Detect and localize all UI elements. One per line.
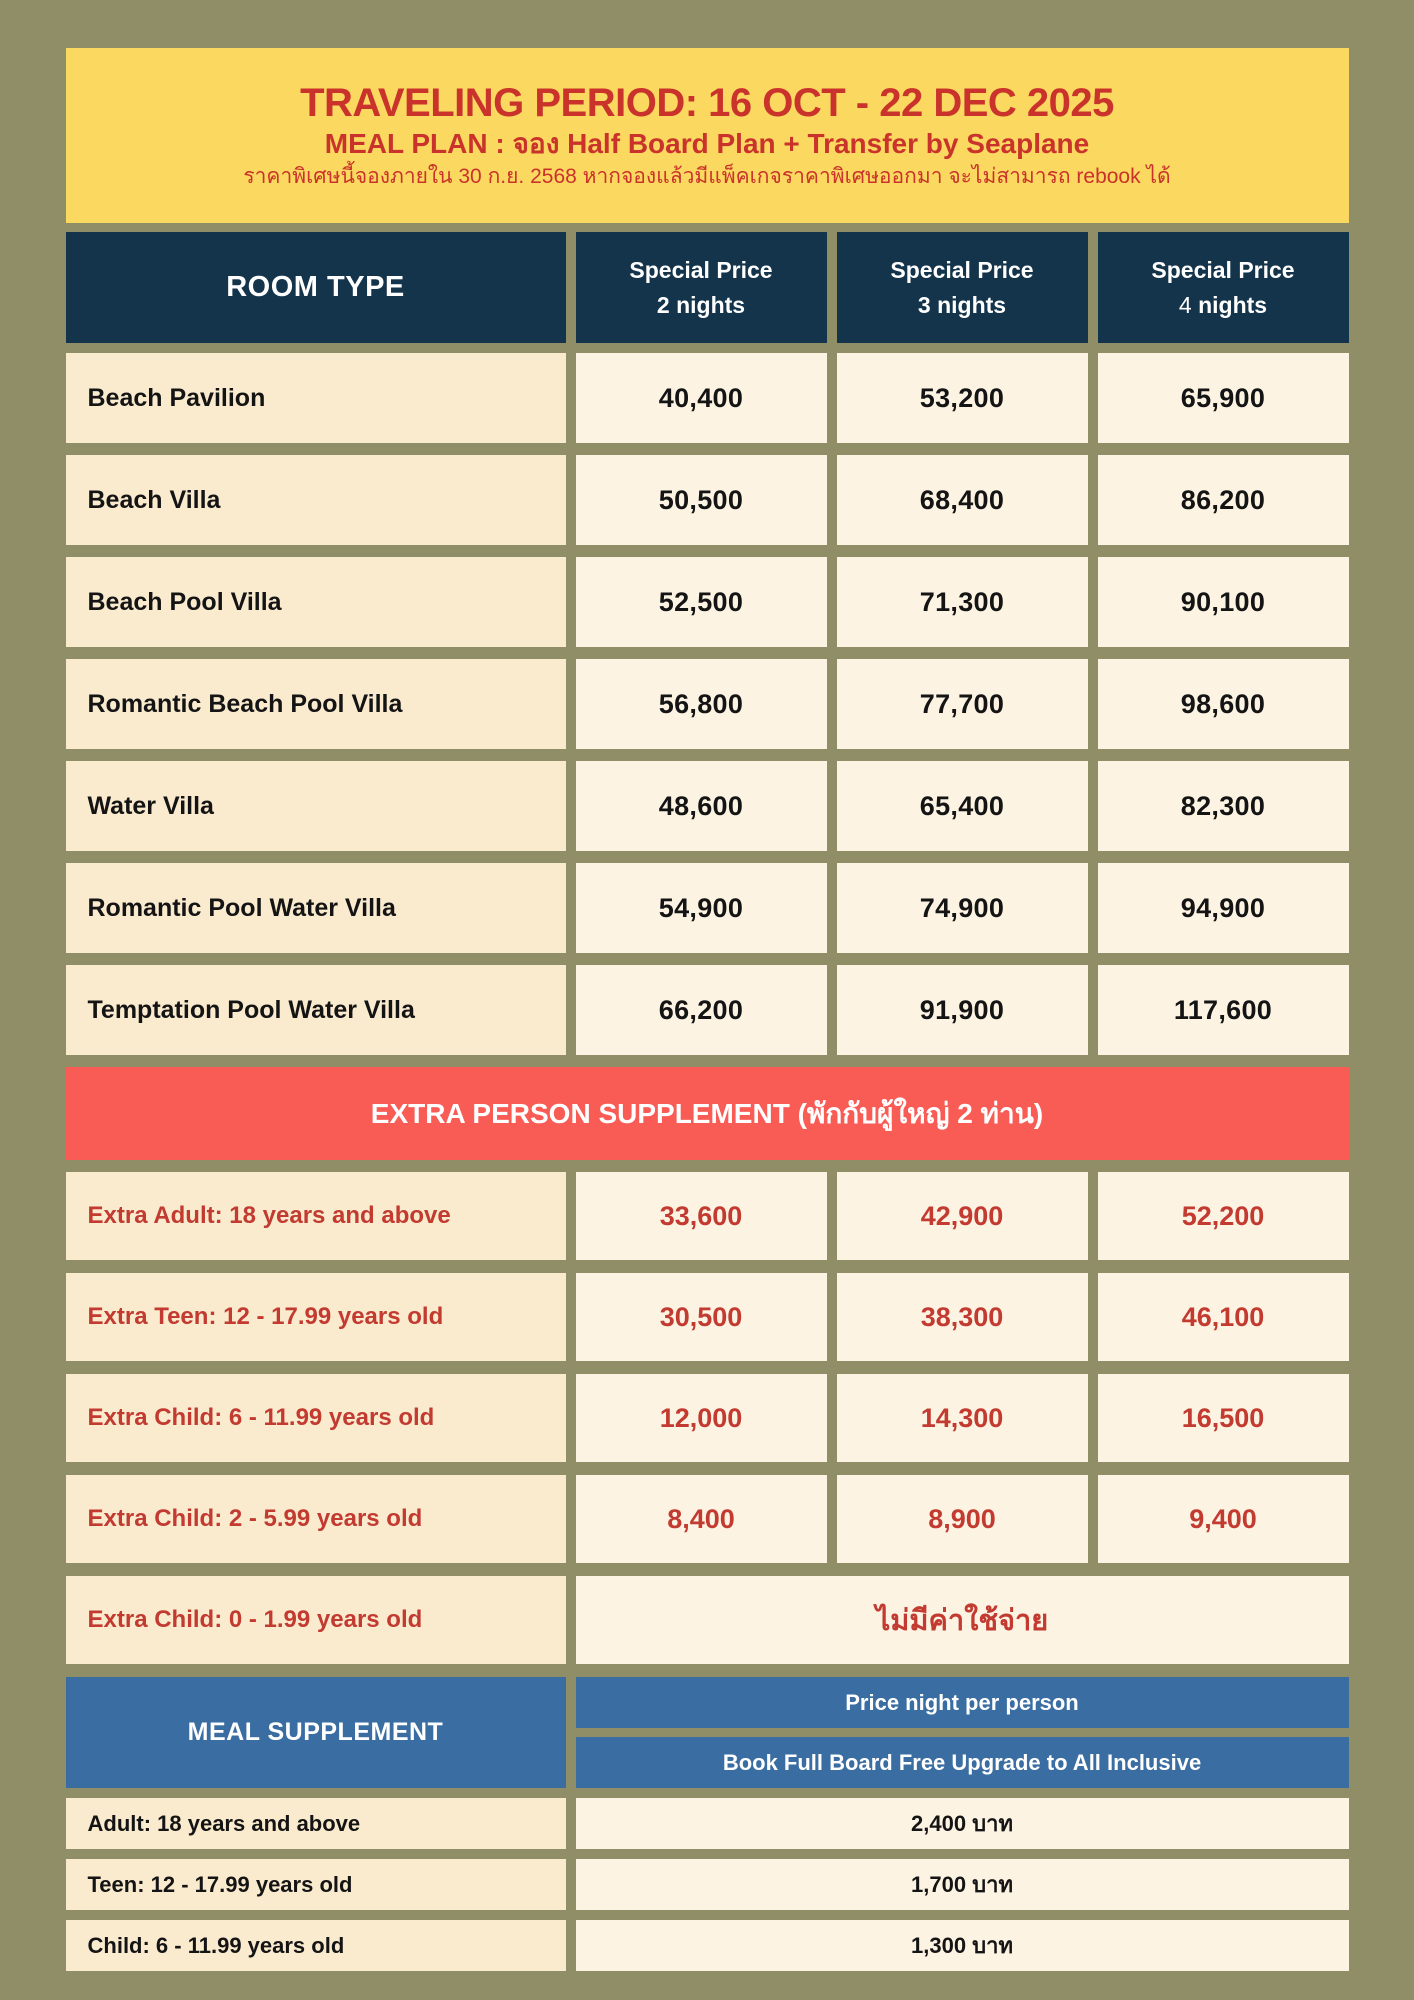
meal-supplement-row bbox=[66, 1798, 1349, 1849]
col-header-nights: 3 nights bbox=[917, 291, 1007, 318]
extra-price-4n: 16,500 bbox=[1098, 1374, 1349, 1462]
extra-person-label: Extra Child: 0 - 1.99 years old bbox=[66, 1576, 566, 1664]
room-price-4n: 65,900 bbox=[1098, 353, 1349, 443]
meal-supplement-subheaders bbox=[576, 1677, 1349, 1788]
room-price-2n: 48,600 bbox=[576, 761, 827, 851]
room-name: Beach Villa bbox=[66, 455, 566, 545]
meal-row-label: Adult: 18 years and above bbox=[66, 1798, 566, 1849]
room-row bbox=[66, 455, 1349, 545]
room-price-2n: 66,200 bbox=[576, 965, 827, 1055]
meal-row-label: Teen: 12 - 17.99 years old bbox=[66, 1859, 566, 1910]
extra-price-3n: 42,900 bbox=[837, 1172, 1088, 1260]
extra-price-3n: 38,300 bbox=[837, 1273, 1088, 1361]
extra-price-4n: 52,200 bbox=[1098, 1172, 1349, 1260]
no-charge-value: ไม่มีค่าใช้จ่าย bbox=[576, 1576, 1349, 1664]
extra-person-row bbox=[66, 1475, 1349, 1563]
price-table-header-row bbox=[66, 232, 1349, 343]
col-header-nights: 2 nights bbox=[656, 291, 746, 318]
meal-supplement-row bbox=[66, 1859, 1349, 1910]
extra-person-free-row bbox=[66, 1576, 1349, 1664]
room-price-3n: 74,900 bbox=[837, 863, 1088, 953]
room-name: Romantic Beach Pool Villa bbox=[66, 659, 566, 749]
col-header-title: Special Price bbox=[629, 257, 773, 283]
col-header-title: Special Price bbox=[1151, 257, 1295, 283]
room-name: Romantic Pool Water Villa bbox=[66, 863, 566, 953]
col-header-3-nights bbox=[837, 232, 1088, 343]
room-price-3n: 91,900 bbox=[837, 965, 1088, 1055]
room-name: Water Villa bbox=[66, 761, 566, 851]
col-header-nights: 4 nights bbox=[1178, 291, 1268, 318]
extra-price-3n: 14,300 bbox=[837, 1374, 1088, 1462]
extra-person-label: Extra Child: 2 - 5.99 years old bbox=[66, 1475, 566, 1563]
room-price-3n: 68,400 bbox=[837, 455, 1088, 545]
room-price-3n: 77,700 bbox=[837, 659, 1088, 749]
room-row bbox=[66, 965, 1349, 1055]
meal-row-price: 2,400 บาท bbox=[576, 1798, 1349, 1849]
extra-price-2n: 8,400 bbox=[576, 1475, 827, 1563]
room-price-2n: 54,900 bbox=[576, 863, 827, 953]
room-price-2n: 40,400 bbox=[576, 353, 827, 443]
full-board-upgrade-note: Book Full Board Free Upgrade to All Inclusive bbox=[576, 1737, 1349, 1788]
col-header-4-nights bbox=[1098, 232, 1349, 343]
extra-person-label: Extra Teen: 12 - 17.99 years old bbox=[66, 1273, 566, 1361]
col-header-2-nights bbox=[576, 232, 827, 343]
promo-header bbox=[66, 48, 1349, 223]
price-per-person-header: Price night per person bbox=[576, 1677, 1349, 1728]
extra-person-row bbox=[66, 1273, 1349, 1361]
extra-person-label: Extra Adult: 18 years and above bbox=[66, 1172, 566, 1260]
extra-price-4n: 46,100 bbox=[1098, 1273, 1349, 1361]
room-price-4n: 90,100 bbox=[1098, 557, 1349, 647]
booking-condition-note: ราคาพิเศษนี้จองภายใน 30 ก.ย. 2568 หากจองแล้วมีแพ็คเกจราคาพิเศษออกมา จะไม่สามารถ rebook ได้ bbox=[243, 165, 1171, 189]
room-name: Beach Pavilion bbox=[66, 353, 566, 443]
extra-price-2n: 12,000 bbox=[576, 1374, 827, 1462]
room-price-4n: 98,600 bbox=[1098, 659, 1349, 749]
extra-person-row bbox=[66, 1374, 1349, 1462]
room-price-2n: 50,500 bbox=[576, 455, 827, 545]
promo-flyer bbox=[66, 0, 1349, 1971]
room-price-4n: 82,300 bbox=[1098, 761, 1349, 851]
meal-supplement-header-row bbox=[66, 1677, 1349, 1788]
room-name: Beach Pool Villa bbox=[66, 557, 566, 647]
room-row bbox=[66, 659, 1349, 749]
room-price-4n: 94,900 bbox=[1098, 863, 1349, 953]
meal-plan-subtitle: MEAL PLAN : จอง Half Board Plan + Transfer by Seaplane bbox=[324, 128, 1090, 160]
meal-supplement-table bbox=[66, 1677, 1349, 1971]
room-price-table bbox=[66, 232, 1349, 1055]
room-row bbox=[66, 863, 1349, 953]
room-price-3n: 71,300 bbox=[837, 557, 1088, 647]
extra-price-3n: 8,900 bbox=[837, 1475, 1088, 1563]
room-row bbox=[66, 761, 1349, 851]
room-price-4n: 86,200 bbox=[1098, 455, 1349, 545]
extra-price-2n: 33,600 bbox=[576, 1172, 827, 1260]
extra-price-2n: 30,500 bbox=[576, 1273, 827, 1361]
meal-supplement-header: MEAL SUPPLEMENT bbox=[66, 1677, 566, 1788]
meal-supplement-row bbox=[66, 1920, 1349, 1971]
room-name: Temptation Pool Water Villa bbox=[66, 965, 566, 1055]
room-type-header: ROOM TYPE bbox=[66, 232, 566, 343]
room-price-4n: 117,600 bbox=[1098, 965, 1349, 1055]
extra-person-row bbox=[66, 1172, 1349, 1260]
room-row bbox=[66, 557, 1349, 647]
extra-person-banner: EXTRA PERSON SUPPLEMENT (พักกับผู้ใหญ่ 2 ท่าน) bbox=[66, 1067, 1349, 1160]
extra-person-label: Extra Child: 6 - 11.99 years old bbox=[66, 1374, 566, 1462]
room-price-3n: 53,200 bbox=[837, 353, 1088, 443]
extra-price-4n: 9,400 bbox=[1098, 1475, 1349, 1563]
traveling-period-title: TRAVELING PERIOD: 16 OCT - 22 DEC 2025 bbox=[300, 81, 1114, 126]
meal-row-label: Child: 6 - 11.99 years old bbox=[66, 1920, 566, 1971]
room-price-2n: 56,800 bbox=[576, 659, 827, 749]
extra-person-table bbox=[66, 1172, 1349, 1664]
room-price-2n: 52,500 bbox=[576, 557, 827, 647]
meal-row-price: 1,700 บาท bbox=[576, 1859, 1349, 1910]
col-header-title: Special Price bbox=[890, 257, 1034, 283]
room-price-3n: 65,400 bbox=[837, 761, 1088, 851]
meal-row-price: 1,300 บาท bbox=[576, 1920, 1349, 1971]
room-row bbox=[66, 353, 1349, 443]
